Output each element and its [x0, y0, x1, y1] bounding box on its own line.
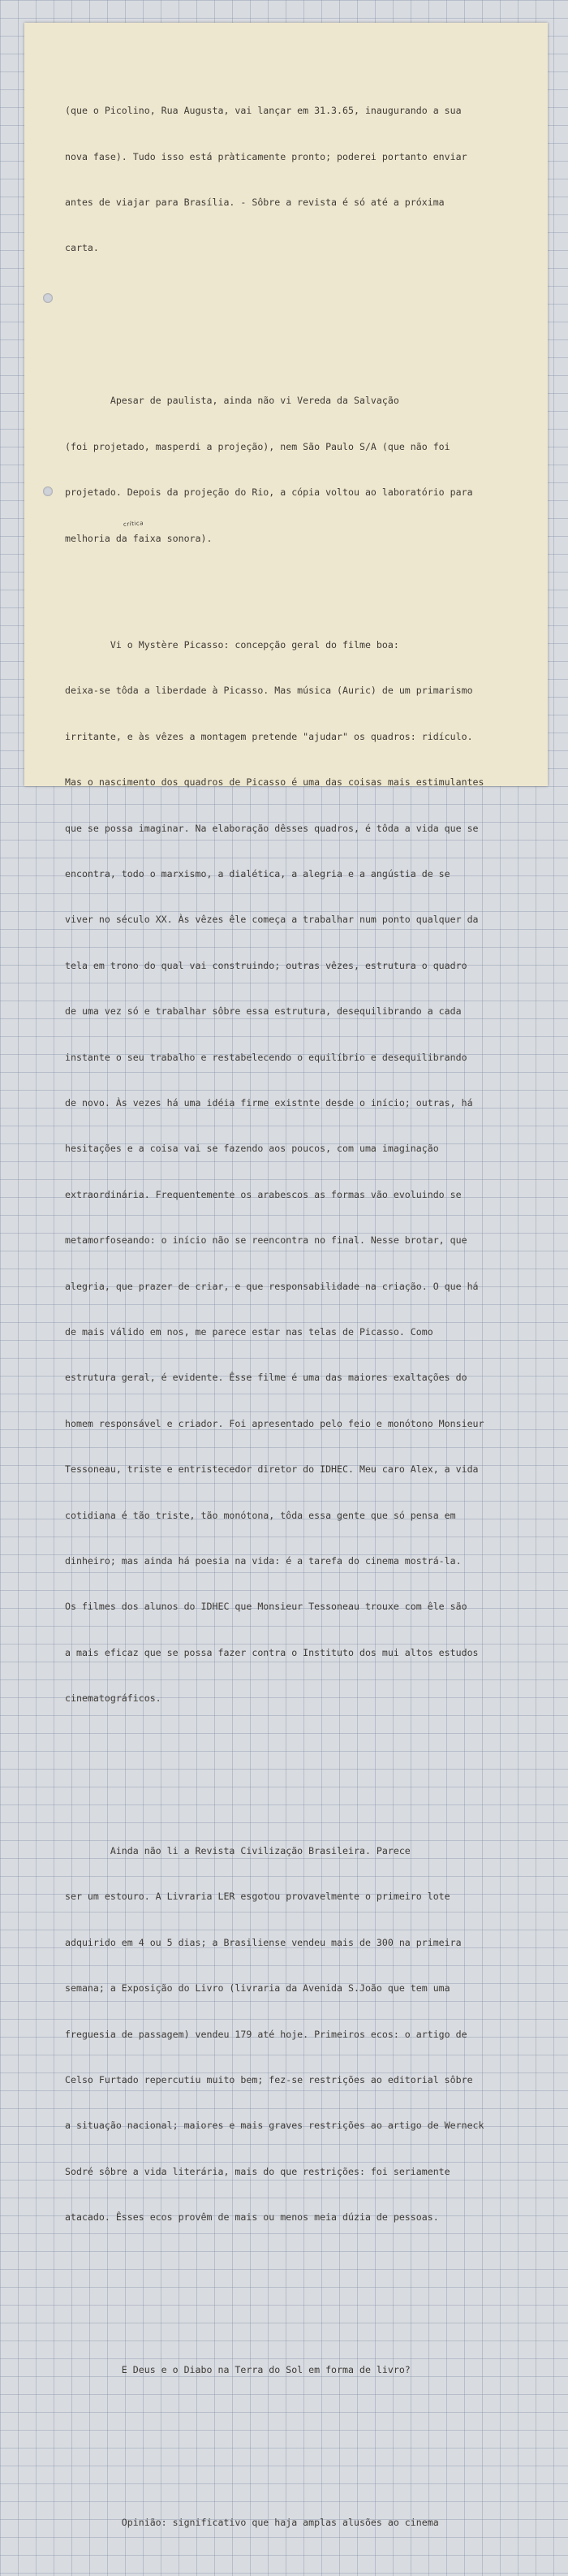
text-line: Vi o Mystère Picasso: concepção geral do filme boa: — [65, 639, 399, 651]
text-line: projetado. Depois da projeção do Rio, a cópia voltou ao laboratório para — [65, 486, 473, 499]
punch-hole-top — [43, 293, 53, 303]
text-line: Ainda não li a Revista Civilização Brasileira. Parece — [65, 1845, 411, 1857]
text-line: de novo. Às vezes há uma idéia firme existnte desde o início; outras, há — [65, 1096, 473, 1109]
text-line: extraordinária. Frequentemente os arabescos as formas vão evoluindo se — [65, 1188, 462, 1200]
text-line: de uma vez só e trabalhar sôbre essa estrutura, desequilibrando a cada — [65, 1005, 462, 1018]
text-line: semana; a Exposição do Livro (livraria da Avenida S.João que tem uma — [65, 1982, 450, 1995]
text-line: viver no século XX. Às vêzes êle começa a trabalhar num ponto qualquer da — [65, 914, 479, 926]
text-line: melhoria da faixa sonora). — [65, 532, 213, 544]
text-line: Celso Furtado repercutiu muito bem; fez-se restrições ao editorial sôbre — [65, 2073, 473, 2085]
punch-hole-bottom — [43, 486, 53, 496]
paragraph-6 — [65, 2485, 536, 2561]
text-line: freguesia de passagem) vendeu 179 até hoje. Primeiros ecos: o artigo de — [65, 2028, 467, 2040]
text-line: homem responsável e criador. Foi apresentado pelo feio e monótono Monsieur — [65, 1417, 484, 1429]
text-line: cotidiana é tão triste, tão monótona, tôda essa gente que só pensa em — [65, 1509, 456, 1521]
text-line: metamorfoseando: o início não se reencontra no final. Nesse brotar, que — [65, 1234, 467, 1247]
text-line: antes de viajar para Brasília. - Sôbre a revista é só até a próxima — [65, 196, 445, 208]
text-line: nova fase). Tudo isso está pràticamente pronto; poderei portanto enviar — [65, 150, 467, 162]
text-line: Apesar de paulista, ainda não vi Vereda da Salvação — [65, 395, 399, 407]
text-line: Tessoneau, triste e entristecedor diretor do IDHEC. Meu caro Alex, a vida — [65, 1463, 479, 1476]
text-line: estrutura geral, é evidente. Êsse filme é uma das maiores exaltações do — [65, 1372, 467, 1384]
text-line: cinematográficos. — [65, 1692, 161, 1705]
handwritten-annotation: crítica — [123, 520, 144, 528]
text-line: hesitações e a coisa vai se fazendo aos poucos, com uma imaginação — [65, 1143, 439, 1155]
text-line: atacado. Êsses ecos provêm de mais ou menos meia dúzia de pessoas. — [65, 2211, 439, 2224]
typed-letter-body — [65, 42, 536, 2576]
paragraph-1 — [65, 73, 536, 287]
text-line: dinheiro; mas ainda há poesia na vida: é a tarefa do cinema mostrá-la. — [65, 1554, 462, 1567]
paragraph-2 — [65, 363, 536, 577]
text-line: a mais eficaz que se possa fazer contra o Instituto dos mui altos estudos — [65, 1646, 479, 1658]
text-line: ser um estouro. A Livraria LER esgotou provavelmente o primeiro lote — [65, 1891, 450, 1903]
text-line: irritante, e às vêzes a montagem pretende "ajudar" os quadros: ridículo. — [65, 730, 473, 742]
text-line: Sodré sôbre a vida literária, mais do que restrições: foi seriamente — [65, 2165, 450, 2177]
paragraph-4 — [65, 1813, 536, 2255]
paragraph-3 — [65, 607, 536, 1736]
text-line: que se possa imaginar. Na elaboração dêsses quadros, é tôda a vida que se — [65, 822, 479, 834]
text-line: E Deus e o Diabo na Terra do Sol em forma de livro? — [65, 2364, 411, 2376]
text-line: deixa-se tôda a liberdade à Picasso. Mas música (Auric) de um primarismo — [65, 685, 473, 697]
text-line: (foi projetado, masperdi a projeção), nem São Paulo S/A (que não foi — [65, 440, 450, 452]
paragraph-5 — [65, 2332, 536, 2409]
text-line: instante o seu trabalho e restabelecendo o equilíbrio e desequilibrando — [65, 1051, 467, 1063]
text-line: Opinião: significativo que haja amplas alusões ao cinema — [65, 2517, 439, 2529]
text-line: de mais válido em nos, me parece estar nas telas de Picasso. Como — [65, 1325, 433, 1338]
text-line: Os filmes dos alunos do IDHEC que Monsieur Tessoneau trouxe com êle são — [65, 1601, 467, 1613]
text-line: carta. — [65, 242, 99, 254]
text-line: tela em trono do qual vai construindo; outras vêzes, estrutura o quadro — [65, 959, 467, 971]
text-line: a situação nacional; maiores e mais graves restrições ao artigo de Werneck — [65, 2120, 484, 2132]
text-line: encontra, todo o marxismo, a dialética, a alegria e a angústia de se — [65, 868, 450, 880]
text-line: (que o Picolino, Rua Augusta, vai lançar em 31.3.65, inaugurando a sua — [65, 105, 462, 117]
text-line: alegria, que prazer de criar, e que responsabilidade na criação. O que há — [65, 1280, 479, 1292]
text-line: adquirido em 4 ou 5 dias; a Brasiliense vendeu mais de 300 na primeira — [65, 1936, 462, 1948]
text-line: Mas o nascimento dos quadros de Picasso é uma das coisas mais estimulantes — [65, 776, 484, 789]
